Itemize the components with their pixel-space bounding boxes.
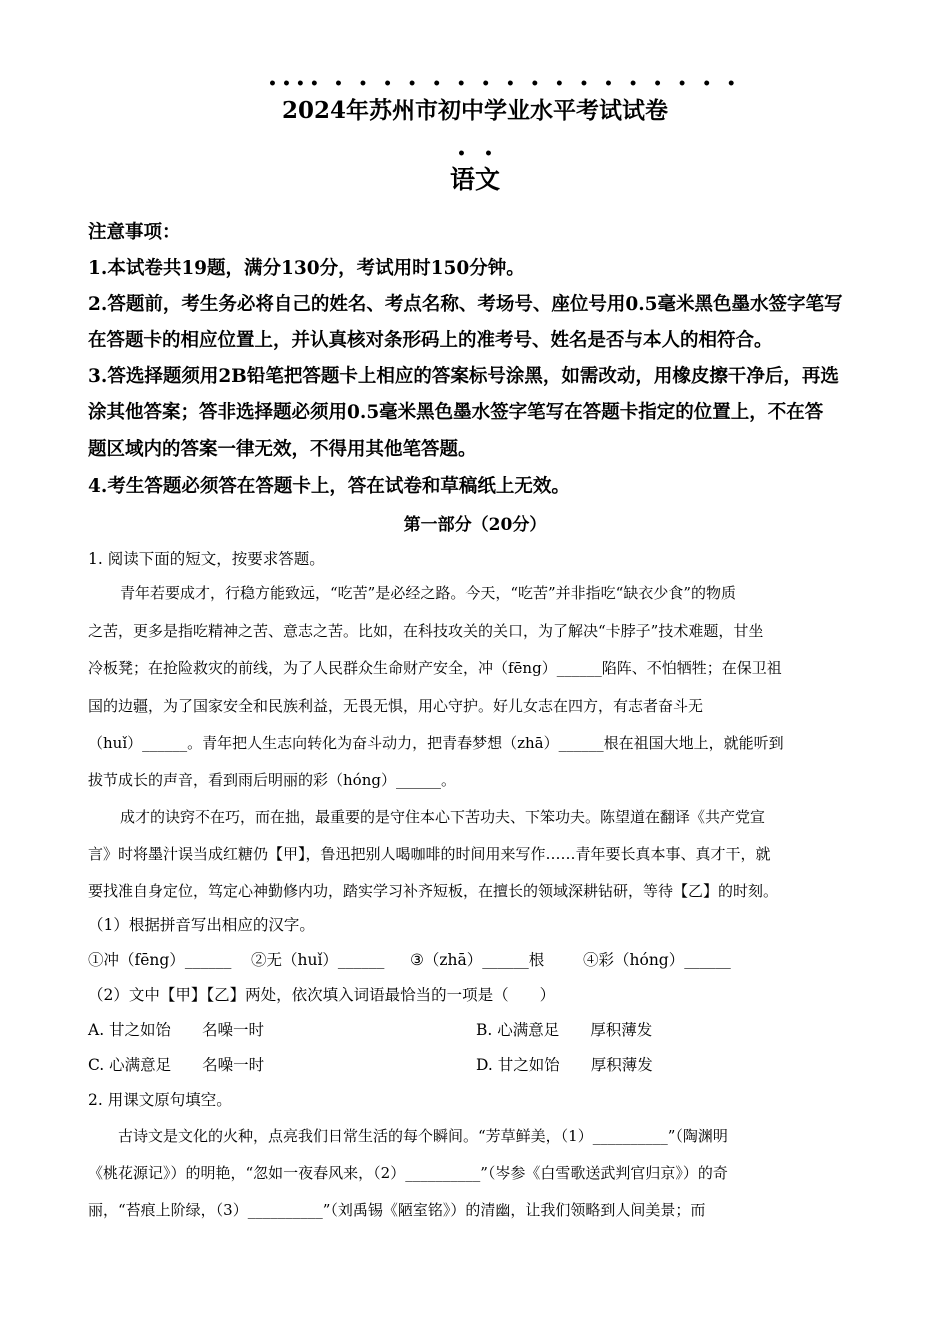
question-prompt: 1. 阅读下面的短文，按要求答题。 [88, 550, 325, 568]
notice-line: 2.答题前，考生务必将自己的姓名、考点名称、考场号、座位号用0.5毫米黑色墨水签字笔写 [88, 294, 843, 315]
question-prompt: 2. 用课文原句填空。 [88, 1091, 232, 1109]
subquestion-2: （2）文中【甲】【乙】两处，依次填入词语最恰当的一项是（ ） [88, 986, 556, 1004]
notice-line: 1.本试卷共19题，满分130分，考试用时150分钟。 [88, 258, 525, 279]
subquestion-1: （1）根据拼音写出相应的汉字。 [88, 916, 315, 934]
passage-line: 拔节成长的声音，看到雨后明丽的彩（hóng）______。 [88, 771, 456, 789]
exam-title: 2024年苏州市初中学业水平考试试卷 [281, 97, 668, 124]
notice-line: 涂其他答案；答非选择题必须用0.5毫米黑色墨水签字笔写在答题卡指定的位置上，不在答 [88, 402, 824, 423]
passage-line: 丽，“苔痕上阶绿，（3）__________”（刘禹锡《陋室铭》）的清幽，让我们领略到人间美景；而 [88, 1201, 706, 1219]
notice-line: 在答题卡的相应位置上，并认真核对条形码上的准考号、姓名是否与本人的相符合。 [88, 330, 773, 351]
option-b: B. 心满意足 厚积薄发 [476, 1021, 653, 1039]
passage-line: 冷板凳；在抢险救灾的前线，为了人民群众生命财产安全，冲（fēng）______陷阵、不怕牺牲；在保卫祖 [88, 659, 782, 677]
emphasis-dots-subject: •• [457, 146, 511, 162]
passage-line: 之苦，更多是指吃精神之苦、意志之苦。比如，在科技攻关的关口，为了解决“卡脖子”技术难题，甘坐 [88, 622, 764, 640]
emphasis-dots-title-2: ••••••••••••••••• [334, 76, 752, 92]
emphasis-dots-title: •••• [268, 76, 324, 92]
blank-item: ④彩（hóng）______ [583, 951, 731, 969]
option-a: A. 甘之如饴 名噪一时 [88, 1021, 265, 1039]
passage-line: 成才的诀窍不在巧，而在拙，最重要的是守住本心下苦功夫、下笨功夫。陈望道在翻译《共产党宣 [120, 808, 766, 826]
blank-item: ②无（huǐ）______ [251, 951, 385, 969]
option-c: C. 心满意足 名噪一时 [88, 1056, 265, 1074]
notice-line: 3.答选择题须用2B铅笔把答题卡上相应的答案标号涂黑，如需改动，用橡皮擦干净后，再选 [88, 366, 839, 387]
passage-line: 言》时将墨汁误当成红糖仍【甲】，鲁迅把别人喝咖啡的时间用来写作……青年要长真本事、真才干，就 [88, 845, 771, 863]
subject-title: 语文 [449, 165, 500, 194]
notice-line: 4.考生答题必须答在答题卡上，答在试卷和草稿纸上无效。 [88, 476, 570, 497]
passage-line: 青年若要成才，行稳方能致远，“吃苦”是必经之路。今天，“吃苦”并非指吃“缺衣少食”的物质 [120, 584, 737, 602]
blank-item: ①冲（fēng）______ [88, 951, 232, 969]
passage-line: 《桃花源记》）的明艳，“忽如一夜春风来，（2）__________”（岑参《白雪歌送武判官归京》）的奇 [88, 1164, 728, 1182]
option-d: D. 甘之如饴 厚积薄发 [476, 1056, 653, 1074]
notice-line: 题区域内的答案一律无效，不得用其他笔答题。 [88, 439, 477, 460]
passage-line: 国的边疆，为了国家安全和民族利益，无畏无惧，用心守护。好儿女志在四方，有志者奋斗无 [88, 697, 704, 715]
notice-heading: 注意事项： [88, 222, 181, 243]
passage-line: 要找准自身定位，笃定心神勤修内功，踏实学习补齐短板，在擅长的领域深耕钻研，等待【乙】的时刻。 [88, 882, 779, 900]
passage-line: 古诗文是文化的火种，点亮我们日常生活的每个瞬间。“芳草鲜美，（1）__________”（陶渊明 [118, 1127, 728, 1145]
section-heading: 第一部分（20分） [403, 515, 547, 535]
passage-line: （huǐ）______。青年把人生志向转化为奋斗动力，把青春梦想（zhā）______根在祖国大地上，就能听到 [88, 734, 784, 752]
blank-item: ③（zhā）______根 [410, 951, 545, 969]
